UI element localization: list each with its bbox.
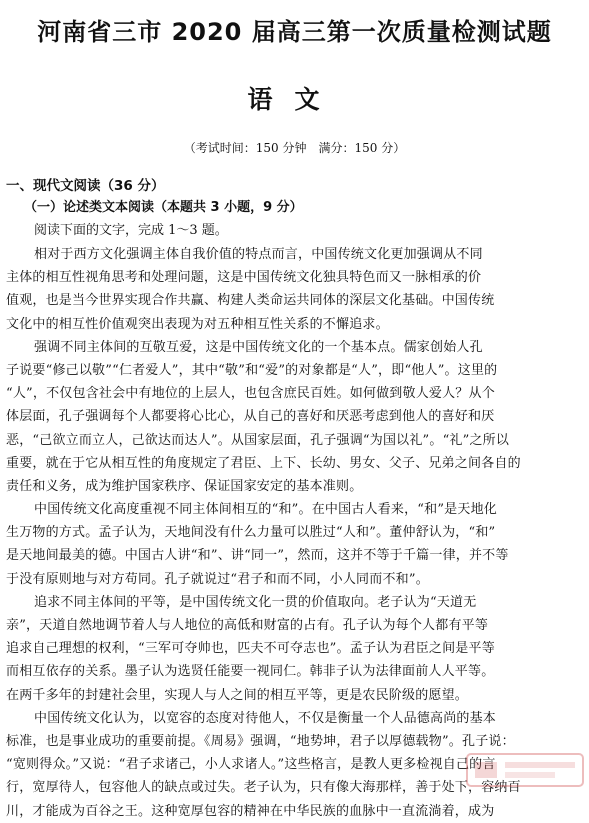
reading-instruction: 阅读下面的文字，完成 1～3 题。 bbox=[34, 223, 228, 238]
passage-line: 行，宽厚待人，包容他人的缺点或过失。老子认为，只有像大海那样，善于处下，容纳百 bbox=[6, 780, 521, 796]
passage-line: 追求不同主体间的平等，是中国传统文化一贯的价值取向。老子认为“天道无 bbox=[34, 594, 477, 610]
passage-line: 而相互依存的关系。墨子认为选贤任能要一视同仁。韩非子认为法律面前人人平等。 bbox=[6, 664, 495, 680]
section-heading: 一、现代文阅读（36 分） bbox=[6, 178, 165, 194]
passage-line: 追求自己理想的权利，“三军可夺帅也，匹夫不可夺志也”。孟子认为君臣之间是平等 bbox=[6, 641, 495, 657]
passage-line: 标准，也是事业成功的重要前提。《周易》强调，“地势坤，君子以厚德载物”。孔子说： bbox=[6, 733, 515, 749]
passage-body bbox=[6, 243, 581, 823]
passage-line: 生万物的方式。孟子认为，天地间没有什么力量可以胜过“人和”。董仲舒认为，“和” bbox=[6, 525, 496, 541]
passage-line: 责任和义务，成为维护国家秩序、保证国家安定的基本准则。 bbox=[6, 478, 363, 494]
passage-line: 川，才能成为百谷之王。这种宽厚包容的精神在中华民族的血脉中一直流淌着，成为 bbox=[6, 803, 495, 819]
passage-line: 重要，就在于它从相互性的角度规定了君臣、上下、长幼、男女、父子、兄弟之间各自的 bbox=[6, 455, 521, 471]
passage-line: 于没有原则地与对方苟同。孔子就说过“君子和而不同，小人同而不和”。 bbox=[6, 571, 429, 587]
passage-line: “人”，不仅包含社会中有地位的上层人，也包含庶民百姓。如何做到敬人爱人？从个 bbox=[6, 386, 495, 402]
passage-line: “宽则得众。”又说：“君子求诸己，小人求诸人。”这些格言，是教人更多检视自己的言 bbox=[6, 757, 496, 773]
passage-line: 值观，也是当今世界实现合作共赢、构建人类命运共同体的深层文化基础。中国传统 bbox=[6, 293, 495, 309]
passage-line: 是天地间最美的德。中国古人讲“和”、讲“同一”，然而，这并不等于千篇一律，并不等 bbox=[6, 548, 509, 564]
passage-line: 主体的相互性视角思考和处理问题，这是中国传统文化独具特色而又一脉相承的价 bbox=[6, 270, 482, 286]
passage-line: 文化中的相互性价值观突出表现为对五种相互性关系的不懈追求。 bbox=[6, 316, 389, 332]
subsection-heading: （一）论述类文本阅读（本题共 3 小题，9 分） bbox=[24, 200, 303, 215]
subject-title: 语文 bbox=[247, 85, 342, 114]
exam-info: （考试时间：150 分钟 满分：150 分） bbox=[183, 141, 406, 155]
exam-title: 河南省三市 2020 届高三第一次质量检测试题 bbox=[37, 18, 552, 46]
passage-line: 亲”，天道自然地调节着人与人地位的高低和财富的占有。孔子认为每个人都有平等 bbox=[6, 618, 489, 633]
passage-line: 恶，“己欲立而立人，己欲达而达人”。从国家层面，孔子强调“为国以礼”。“礼”之所以 bbox=[6, 432, 510, 448]
passage-line: 相对于西方文化强调主体自我价值的特点而言，中国传统文化更加强调从不同 bbox=[34, 247, 483, 262]
passage-line: 中国传统文化认为，以宽容的态度对待他人，不仅是衡量一个人品德高尚的基本 bbox=[34, 710, 497, 726]
passage-line: 在两千多年的封建社会里，实现人与人之间的相互平等，更是农民阶级的愿望。 bbox=[6, 687, 469, 703]
passage-line: 子说要“修己以敬”“仁者爱人”，其中“敬”和“爱”的对象都是“人”，即“他人”。这里的 bbox=[6, 362, 498, 378]
passage-line: 强调不同主体间的互敬互爱，这是中国传统文化的一个基本点。儒家创始人孔 bbox=[34, 339, 483, 355]
watermark-logo-icon bbox=[465, 750, 585, 790]
passage-line: 中国传统文化高度重视不同主体间相互的“和”。在中国古人看来，“和”是天地化 bbox=[34, 502, 497, 518]
passage-line: 体层面，孔子强调每个人都要将心比心，从自己的喜好和厌恶考虑到他人的喜好和厌 bbox=[6, 409, 495, 425]
